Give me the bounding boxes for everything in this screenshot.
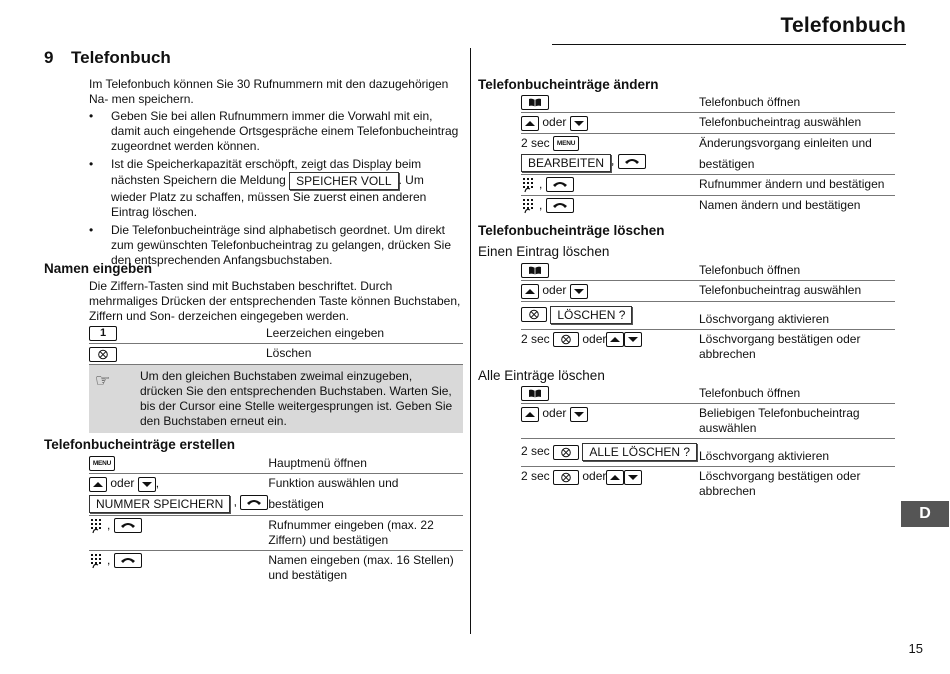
- table-row: oder Beliebigen Telefonbucheintrag auswählen: [521, 404, 895, 439]
- names-table: [89, 324, 463, 365]
- display-speicher-voll: SPEICHER VOLL: [289, 172, 398, 190]
- handset-key-icon: [114, 518, 142, 533]
- keypad-icon: [521, 198, 539, 214]
- table-row: , Namen eingeben (max. 16 Stellen) und bestätigen: [89, 550, 463, 585]
- table-row: [521, 301, 895, 329]
- display-nummer-speichern: NUMMER SPEICHERN: [89, 495, 230, 513]
- table-row: [89, 324, 463, 344]
- handset-key-icon: [546, 198, 574, 213]
- table-row: [521, 93, 895, 113]
- edit-table: [521, 93, 895, 216]
- table-row: , Rufnummer ändern und bestätigen: [521, 174, 895, 195]
- table-row: 2 sec ALLE LÖSCHEN ? Löschvorgang aktivieren: [521, 439, 895, 467]
- up-arrow-key-icon: [89, 477, 107, 492]
- names-row-delete: Löschen: [266, 344, 463, 364]
- section-title-create: Telefonbucheinträge erstellen: [44, 437, 236, 452]
- up-arrow-key-icon: [606, 470, 624, 485]
- column-divider: [470, 48, 471, 634]
- chapter-title: Telefonbuch: [71, 48, 171, 67]
- key-one-icon: 1: [89, 326, 117, 341]
- handset-key-icon: [546, 177, 574, 192]
- table-row: [89, 454, 463, 474]
- delete-key-icon: [553, 445, 579, 460]
- keypad-icon: [89, 553, 107, 569]
- delete-all-row-activate: Löschvorgang aktivieren: [699, 439, 895, 467]
- subsection-title-delete-one: Einen Eintrag löschen: [478, 244, 610, 259]
- display-bearbeiten: BEARBEITEN: [521, 154, 611, 172]
- intro-paragraph: Im Telefonbuch können Sie 30 Rufnummern mit den dazugehörigen Na- men speichern.: [89, 77, 449, 106]
- language-tab-d: D: [901, 501, 949, 527]
- create-row-number: Rufnummer eingeben (max. 22 Ziffern) und bestätigen: [268, 515, 463, 550]
- down-arrow-key-icon: [624, 470, 642, 485]
- delete-all-row-confirm: Löschvorgang bestätigen oder abbrechen: [699, 469, 861, 499]
- page-header-title: Telefonbuch: [780, 14, 906, 37]
- create-row-menu: Hauptmenü öffnen: [268, 454, 463, 474]
- delete-all-table: [521, 384, 895, 501]
- delete-one-row-open: Telefonbuch öffnen: [699, 261, 895, 281]
- section-title-delete: Telefonbucheinträge löschen: [478, 223, 665, 238]
- delete-one-table: [521, 261, 895, 364]
- delete-key-icon: [89, 347, 117, 362]
- phonebook-key-icon: [521, 263, 549, 278]
- menu-key-icon: MENU: [553, 136, 579, 151]
- table-row: oder Telefonbucheintrag auswählen: [521, 281, 895, 301]
- bullet-alphabetical: • Die Telefonbucheinträge sind alphabetisch geordnet. Um direkt zum gewünschten Telefonbucheintrag zu gelangen, drücken Sie den entsprechenden Anfangsbuchstaben.: [89, 223, 461, 268]
- display-alle-loeschen: ALLE LÖSCHEN ?: [582, 443, 697, 461]
- table-row: , Rufnummer eingeben (max. 22 Ziffern) und bestätigen: [89, 515, 463, 550]
- handset-key-icon: [240, 495, 268, 510]
- delete-one-row-select: Telefonbucheintrag auswählen: [699, 281, 895, 301]
- bullet-area-code: • Geben Sie bei allen Rufnummern immer die Vorwahl mit ein, damit auch eingehende Ortsgespräche einem Telefonbucheintrag zugeordnet werden können.: [89, 109, 461, 154]
- edit-row-name: Namen ändern und bestätigen: [699, 197, 861, 212]
- phonebook-key-icon: [521, 95, 549, 110]
- table-row: [89, 344, 463, 364]
- phonebook-key-icon: [521, 386, 549, 401]
- names-paragraph: Die Ziffern-Tasten sind mit Buchstaben beschriftet. Durch mehrmaliges Drücken der entsprechenden Taste können Buchstaben, Ziffern und Son- derzeichen eingegeben werden.: [89, 279, 461, 323]
- table-row: 2 sec oder Löschvorgang bestätigen oder abbrechen: [521, 329, 895, 364]
- edit-row-start: Änderungsvorgang einleiten und bestätigen: [699, 133, 895, 174]
- keypad-icon: [521, 177, 539, 193]
- chapter-heading: [44, 50, 171, 65]
- table-row: oder Telefonbucheintrag auswählen: [521, 113, 895, 133]
- create-row-name: Namen eingeben (max. 16 Stellen) und bestätigen: [268, 552, 454, 582]
- hint-box: [89, 365, 463, 433]
- edit-row-open: Telefonbuch öffnen: [699, 93, 895, 113]
- down-arrow-key-icon: [138, 477, 156, 492]
- section-title-edit: Telefonbucheinträge ändern: [478, 77, 659, 92]
- delete-one-row-confirm: Löschvorgang bestätigen oder abbrechen: [699, 331, 861, 361]
- delete-all-row-open: Telefonbuch öffnen: [699, 384, 895, 404]
- table-row: 2 sec MENU BEARBEITEN , Änderungsvorgang einleiten und bestätigen: [521, 133, 895, 174]
- menu-key-icon: MENU: [89, 456, 115, 471]
- up-arrow-key-icon: [521, 116, 539, 131]
- page-number: 15: [908, 641, 923, 656]
- chapter-number: 9: [44, 48, 54, 67]
- down-arrow-key-icon: [570, 284, 588, 299]
- table-row: 2 sec oder Löschvorgang bestätigen oder abbrechen: [521, 467, 895, 502]
- create-row-select: Funktion auswählen und bestätigen: [268, 474, 463, 515]
- delete-key-icon: [521, 307, 547, 322]
- keypad-icon: [89, 518, 107, 534]
- up-arrow-key-icon: [521, 284, 539, 299]
- hint-text: Um den gleichen Buchstaben zweimal einzugeben, drücken Sie den entsprechenden Buchstaben. Warten Sie, bis der Cursor eine Stelle weitergesprungen ist. Geben Sie den Buchstaben erneut ein.: [140, 369, 453, 428]
- header-rule: [552, 44, 906, 45]
- edit-row-number: Rufnummer ändern und bestätigen: [699, 174, 895, 195]
- display-loeschen: LÖSCHEN ?: [550, 306, 632, 324]
- table-row: oder , NUMMER SPEICHERN , Funktion auswählen und bestätigen: [89, 474, 463, 515]
- subsection-title-delete-all: Alle Einträge löschen: [478, 368, 605, 383]
- section-title-names: Namen eingeben: [44, 261, 153, 276]
- table-row: [521, 384, 895, 404]
- pointing-hand-icon: ☞: [95, 371, 111, 390]
- up-arrow-key-icon: [606, 332, 624, 347]
- handset-key-icon: [618, 154, 646, 169]
- table-row: [521, 261, 895, 281]
- names-row-space: Leerzeichen eingeben: [266, 324, 463, 344]
- delete-one-row-activate: Löschvorgang aktivieren: [699, 301, 895, 329]
- up-arrow-key-icon: [521, 407, 539, 422]
- handset-key-icon: [114, 553, 142, 568]
- info-bullets: [89, 109, 461, 271]
- delete-key-icon: [553, 332, 579, 347]
- down-arrow-key-icon: [624, 332, 642, 347]
- delete-all-row-select: Beliebigen Telefonbucheintrag auswählen: [699, 404, 895, 439]
- down-arrow-key-icon: [570, 116, 588, 131]
- table-row: , Namen ändern und bestätigen: [521, 195, 895, 216]
- delete-key-icon: [553, 470, 579, 485]
- edit-row-select: Telefonbucheintrag auswählen: [699, 113, 895, 133]
- down-arrow-key-icon: [570, 407, 588, 422]
- create-table: [89, 454, 463, 585]
- bullet-capacity: • Ist die Speicherkapazität erschöpft, zeigt das Display beim nächsten Speichern die Meldung SPEICHER VOLL . Um wieder Platz zu schaffen, müssen Sie zuerst einen anderen Eintrag löschen.: [89, 157, 461, 220]
